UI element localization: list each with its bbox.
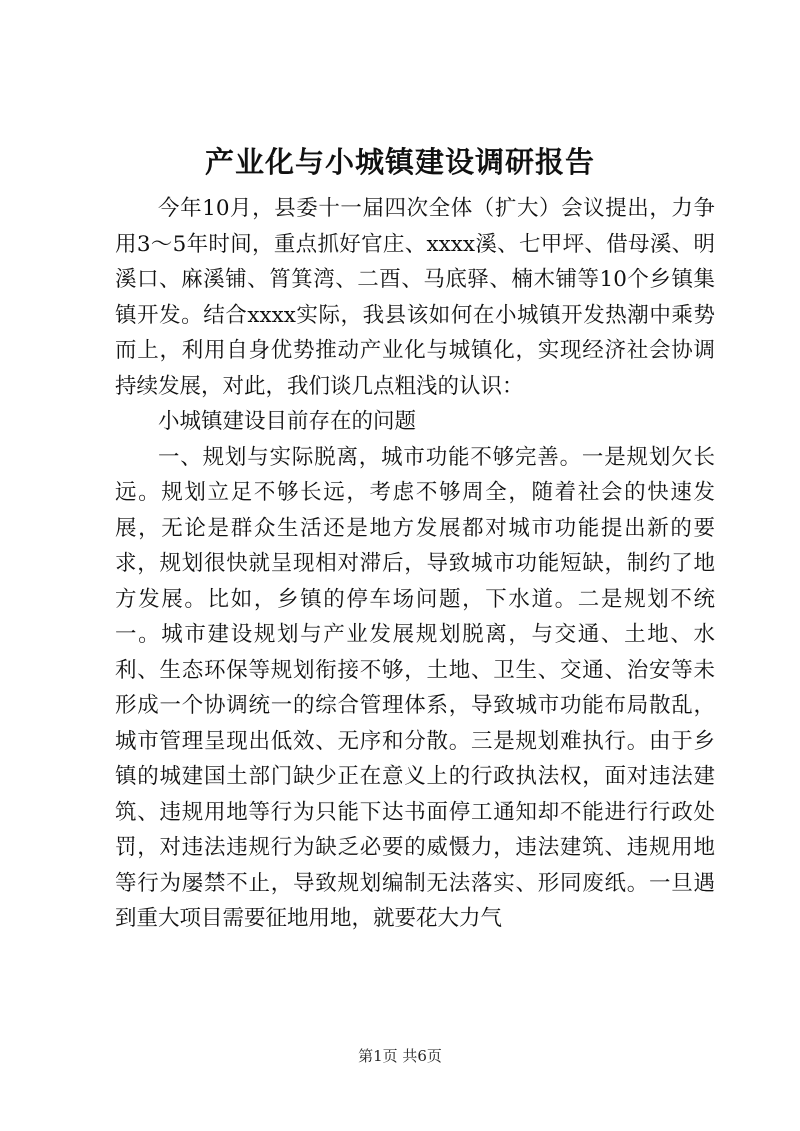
intro-paragraph: 今年10月，县委十一届四次全体（扩大）会议提出，力争用3～5年时间，重点抓好官庄、xxxx溪、七甲坪、借母溪、明溪口、麻溪铺、筲箕湾、二酉、马底驿、楠木铺等10个乡镇集镇开发。结合xxxx实际，我县该如何在小城镇开发热潮中乘势而上，利用自身优势推动产业化与城镇化，实现经济社会协调持续发展，对此，我们谈几点粗浅的认识： bbox=[115, 196, 715, 399]
document-body bbox=[115, 191, 715, 937]
problem-paragraph: 一、规划与实际脱离，城市功能不够完善。一是规划欠长远。规划立足不够长远，考虑不够周全，随着社会的快速发展，无论是群众生活还是地方发展都对城市功能提出新的要求，规划很快就呈现相对滞后，导致城市功能短缺，制约了地方发展。比如，乡镇的停车场问题，下水道。二是规划不统一。城市建设规划与产业发展规划脱离，与交通、土地、水利、生态环保等规划衔接不够，土地、卫生、交通、治安等未形成一个协调统一的综合管理体系，导致城市功能布局散乱，城市管理呈现出低效、无序和分散。三是规划难执行。由于乡镇的城建国土部门缺少正在意义上的行政执法权，面对违法建筑、违规用地等行为只能下达书面停工通知却不能进行行政处罚，对违法违规行为缺乏必要的威慑力，违法建筑、违规用地等行为屡禁不止，导致规划编制无法落实、形同废纸。一旦遇到重大项目需要征地用地，就要花大力气 bbox=[115, 444, 715, 931]
page-footer: 第1页 共6页 bbox=[358, 1047, 442, 1065]
page-title: 产业化与小城镇建设调研报告 bbox=[204, 145, 595, 179]
section-heading: 小城镇建设目前存在的问题 bbox=[158, 409, 417, 434]
